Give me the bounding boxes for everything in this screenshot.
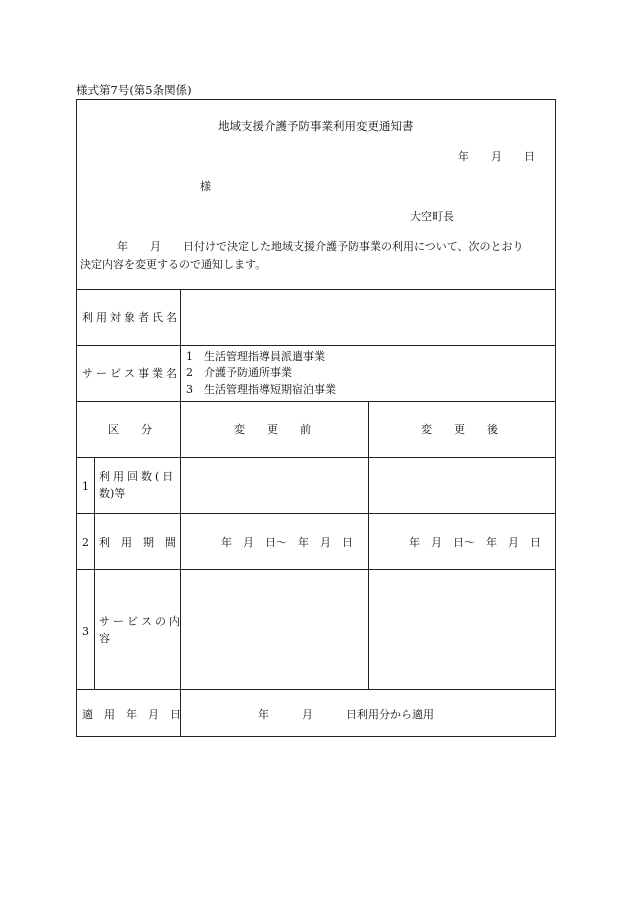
row-number: 3 xyxy=(82,625,89,638)
row-label: 数)等 xyxy=(99,487,126,500)
rule xyxy=(76,345,556,346)
category-header: 区 分 xyxy=(108,423,152,436)
addressee-suffix: 様 xyxy=(200,180,211,193)
body-text-line2: 決定内容を変更するので通知します。 xyxy=(80,258,267,271)
body-text-line1: 年 月 日付けで決定した地域支援介護予防事業の利用について、次のとおり xyxy=(117,240,524,253)
service-option: 2 介護予防通所事業 xyxy=(186,366,292,379)
user-name-field[interactable] xyxy=(181,290,555,344)
service-name-label: サービス事業名 xyxy=(82,367,180,380)
service-option: 3 生活管理指導短期宿泊事業 xyxy=(186,383,336,396)
period-before: 年 月 日〜 年 月 日 xyxy=(221,536,353,549)
rule xyxy=(76,689,556,690)
row3-after-field[interactable] xyxy=(369,570,555,688)
form-label: 様式第7号(第5条関係) xyxy=(76,83,192,97)
row-number: 2 xyxy=(82,536,89,549)
before-header: 変 更 前 xyxy=(234,423,311,436)
issuer: 大空町長 xyxy=(410,210,454,223)
row1-before-field[interactable] xyxy=(181,458,367,512)
period-after: 年 月 日〜 年 月 日 xyxy=(409,536,541,549)
row-number: 1 xyxy=(82,480,89,493)
rule xyxy=(76,401,556,402)
row1-after-field[interactable] xyxy=(369,458,555,512)
row3-before-field[interactable] xyxy=(181,570,367,688)
row-label: 利用回数(日 xyxy=(99,470,177,483)
row-label: サービスの内 xyxy=(99,615,183,628)
service-option: 1 生活管理指導員派遣事業 xyxy=(186,350,325,363)
rule xyxy=(94,457,95,689)
apply-date-label: 適 用 年 月 日 xyxy=(82,708,181,721)
document-title: 地域支援介護予防事業利用変更通知書 xyxy=(218,119,414,133)
row-label: 容 xyxy=(99,632,110,645)
date-line: 年 月 日 xyxy=(458,150,535,163)
after-header: 変 更 後 xyxy=(421,423,498,436)
apply-date-value: 年 月 日利用分から適用 xyxy=(258,708,434,721)
rule xyxy=(76,513,556,514)
user-name-label: 利用対象者氏名 xyxy=(82,311,180,324)
row-label: 利 用 期 間 xyxy=(99,536,176,549)
